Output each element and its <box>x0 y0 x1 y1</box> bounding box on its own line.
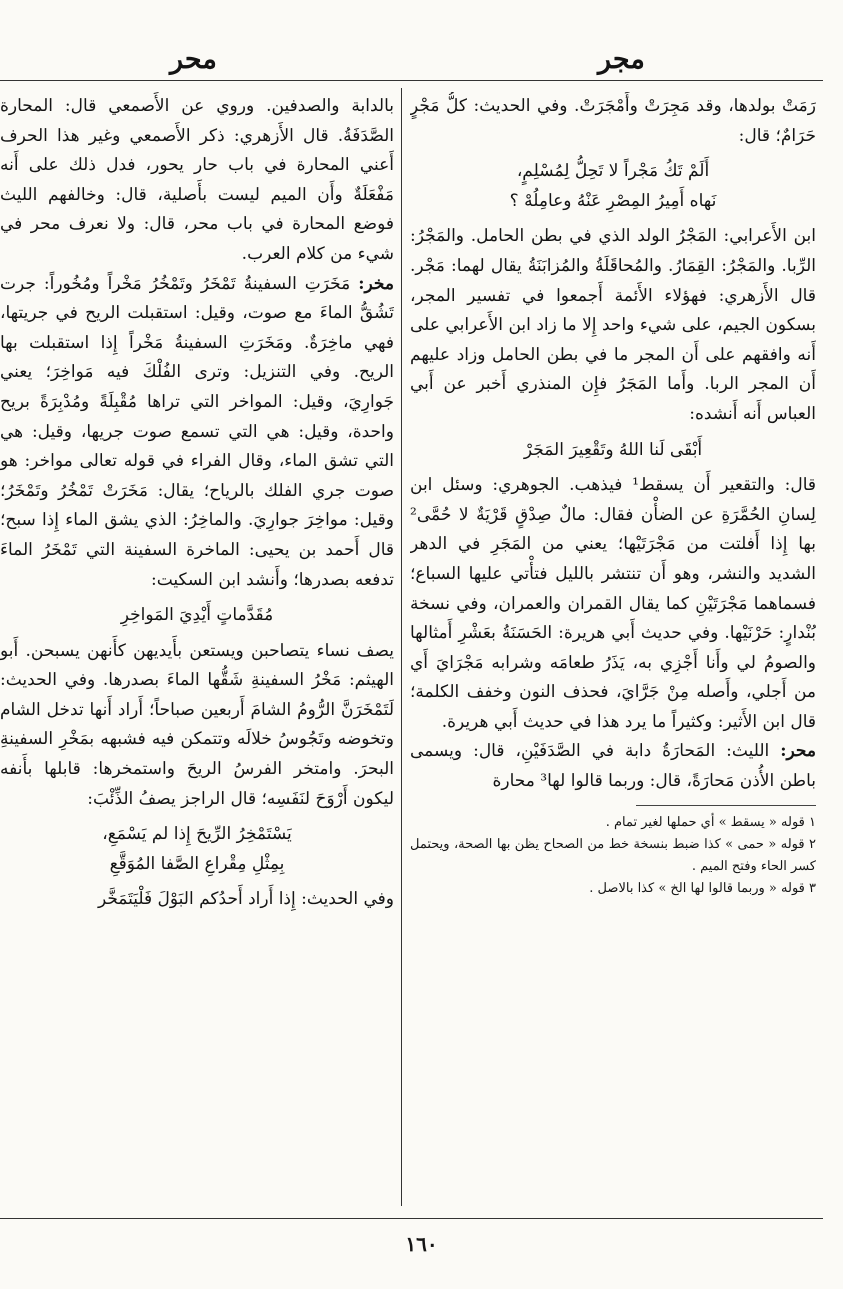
page-number: ١٦٠ <box>405 1232 438 1256</box>
footnote: ٢ قوله « حمى » كذا ضبط بنسخة خط من الصحاح يظن بها الصحة، ويحتمل كسر الحاء وفتح الميم . <box>410 836 816 874</box>
verse-line: بِمِثْلِ مِقْراعِ الصَّفا المُوَقَّعِ <box>109 853 285 874</box>
footer-rule <box>0 1218 823 1219</box>
footnote: ٣ قوله « وربما قالوا لها الخ » كذا بالاصل . <box>589 880 816 896</box>
verse-line: نَهاه أَمِيرُ المِصْرِ عَنْهُ وعامِلُهْ ؟ <box>509 190 717 211</box>
dictionary-entry <box>410 737 816 796</box>
verse-line: يَسْتَمْخِرُ الرِّيحَ إِذا لم يَسْمَعِ، <box>102 824 292 845</box>
verse-line: مُقَدَّماتٍ أَيْدِيَ المَواخِرِ <box>120 605 274 626</box>
paragraph: يصف نساء يتصاحبن ويستعن بأَيديهن كأَنهن يسبحن. أَبو الهيثم: مَخْرُ السفينةِ شَقُّها الماءَ بصدرها. وفي الحديث: لَتَمْخَرَنَّ الرُّومُ الشامَ أَربعين صباحاً؛ أَراد أَنها تدخل الشام وتخوضه وتَجُوسُ خلالَه وتتمكن فيه فشبهه بمَخْرِ السفينةِ البحرَ. وامتخر الفرسُ الريحَ واستمخرها: قابلها بأَنفه ليكون أَرْوَحَ لنَفَسِه؛ قال الراجز يصفُ الذِّئْبَ: <box>0 640 394 809</box>
verse <box>410 436 816 466</box>
verse <box>0 601 394 631</box>
right-column <box>410 92 816 1202</box>
running-head-right: مجر <box>598 44 645 75</box>
verse-line: أَبْقَى لَنا اللهُ وتَقْعِيرَ المَجَرْ <box>523 439 703 460</box>
footnote-rule <box>636 805 816 806</box>
verse-line: أَلَمْ تَكُ مَجْراً لا تَحِلُّ لِمُسْلِمٍ، <box>516 161 710 182</box>
paragraph: وفي الحديث: إِذا أَراد أَحدُكم البَوْلَ فَلْيَتَمَخَّر <box>97 889 394 910</box>
entry-text: مَخَرَتِ السفينةُ تَمْخَرُ وتَمْخُرُ مَخْراً ومُخُوراً: جرت تَشُقُّ الماءَ مع صوت، وقيل: استقبلت الريح في جريتها، فهي ماخِرَةٌ. ومَخَرَتِ السفينةُ مَخْراً إِذا استقبلت بها الريح. وفي التنزيل: وترى الفُلْكَ فيه مَواخِرَ؛ يعني جَوارِيَ، وقيل: المواخر التي تراها مُقْبِلَةً ومُدْبِرَةً بريح واحدة، وقيل: هي التي تسمع صوت جريها، وقيل: هي التي تشق الماء، وقال الفراء في قوله تعالى مواخر: هو صوت جري الفلك بالرياح؛ يقال: مَخَرَتْ تَمْخُرُ وتَمْخَرُ؛ وقيل: مواخِرَ جوارِيَ. والماخِرُ: الذي يشق الماء إِذا سبح؛ قال أَحمد بن يحيى: الماخرة السفينة التي تَمْخَرُ الماءَ تدفعه بصدرها؛ وأَنشد ابن السكيت: <box>0 273 394 590</box>
running-head-left: محر <box>170 44 217 75</box>
paragraph: رَمَتْ بولدها، وقد مَجِرَتْ وأَمْجَرَتْ. وفي الحديث: كلُّ مَجْرٍ حَرَامٌ؛ قال: <box>410 96 816 146</box>
verse <box>410 157 816 216</box>
paragraph: قال: والتقعير أَن يسقط¹ فيذهب. الجوهري: وسئل ابن لِسانِ الحُمَّرَةِ عن الضأْن فقال: مالٌ صِدْقٍ قَرْيَةٌ لا حُمَّى² بها إِذا أَفلتت من مَجْرَتَيْها؛ يعني من المَجَرِ في الدهر الشديد والنشر، وهو أَن تنتشر بالليل فتأْتي عليها السباع؛ فسماهما مَجْرَتَيْنِ كما يقال القمران والعمران، وفي نسخة بُنْدارٍ: حَرْنَيْها. وفي حديث أَبي هريرة: الحَسَنَةُ بعَشْرِ أَمثالها والصومُ لي وأَنا أَجْزِي به، يَذَرُ طعامَه وشرابه مَجْرَايَ أَي من أَجلي، وأَصله مِنْ جَرَّايَ، فحذف النون وخفف الكلمة؛ قال ابن الأَثير: وكثيراً ما يرد هذا في حديث أَبي هريرة. <box>410 475 816 732</box>
paragraph: ابن الأَعرابي: المَجْرُ الولد الذي في بطن الحامل. والمَجْرُ: الرِّبا. والمَجْرُ: القِمَارُ. والمُحاقَلَةُ والمُزابَنَةُ يقال لهما: مَجْر. قال الأَزهري: فهؤلاء الأَئمة أَجمعوا في تفسير المجر، بسكون الجيم، على شيء واحد إِلا ما زاد ابن الأَعرابي على أَنه وافقهم على أَن المجر ما في بطن الحامل وزاد عليهم أَن المجر الربا. وأَما المَجَرُ فإِن المنذري أَخبر عن أَبي العباس أَنه أَنشده: <box>410 226 816 424</box>
column-divider <box>401 88 402 1206</box>
footnote: ١ قوله « يسقط » أي حملها لغير تمام . <box>605 814 816 830</box>
entry-headword: محر: <box>780 741 816 762</box>
paragraph: بالدابة والصدفين. وروي عن الأَصمعي قال: المحارة الصَّدَفَةُ. قال الأَزهري: ذكر الأَصمعي وغير هذا الحرف أَعني المحارة في باب حار يحور، فدل ذلك على أَنه مَفْعَلَةٌ وأَن الميم ليست بأَصلية، قال: وخالفهم الليث فوضع المحارة في باب محر، قال: ولا نعرف محر في شيء من كلام العرب. <box>0 96 394 264</box>
verse <box>0 820 394 879</box>
entry-headword: مخر: <box>358 273 394 294</box>
header-rule <box>0 80 823 81</box>
entry-text: الليث: المَحارَةُ دابة في الصَّدَفَيْنِ، قال: ويسمى باطن الأُذن مَحارَةً، قال: وربما قالوا لها³ محارة <box>410 741 816 792</box>
dictionary-entry <box>0 270 394 596</box>
left-column <box>0 92 394 1202</box>
